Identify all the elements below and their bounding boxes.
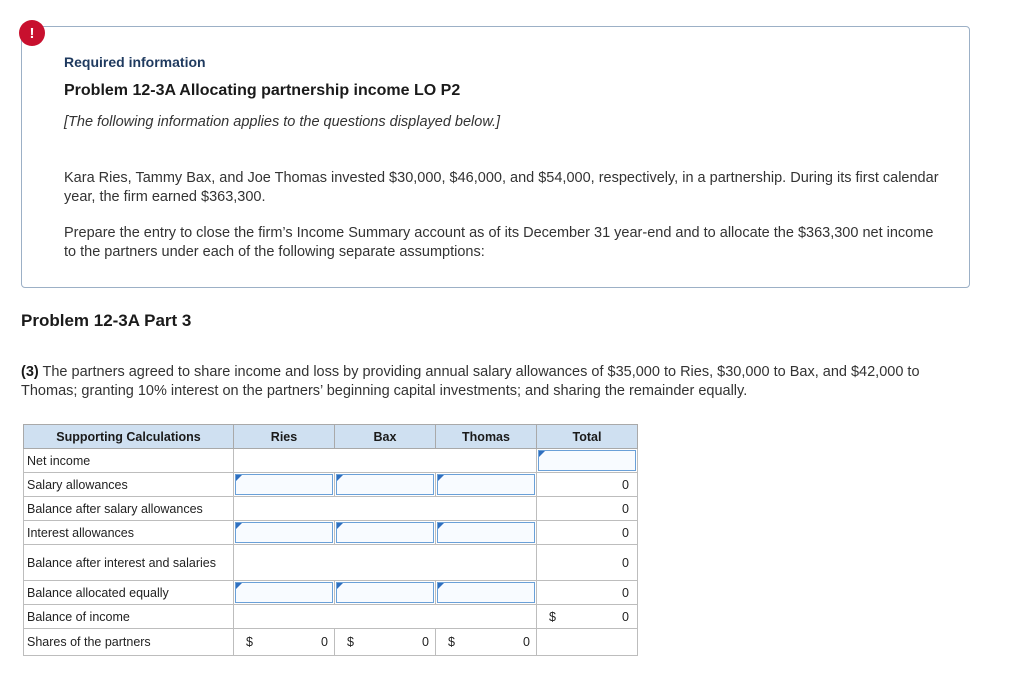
dollar-sign: $ <box>549 609 556 624</box>
after-interest-total-value: 0 <box>537 545 638 581</box>
salary-thomas-input[interactable] <box>437 474 535 495</box>
part-instruction-text: The partners agreed to share income and loss by providing annual salary allowances of $35,000 to Ries, $30,000 to Bax, and $42,000 to Thomas; granting 10% interest on the partners’ beginning capital investments; and sharing the remainder equally. <box>21 364 920 399</box>
col-header-thomas: Thomas <box>436 425 537 449</box>
shares-thomas-cell <box>436 629 537 656</box>
col-header-supporting: Supporting Calculations <box>24 425 234 449</box>
shares-bax-cell <box>335 629 436 656</box>
row-label: Interest allowances <box>24 521 234 545</box>
required-info-label: Required information <box>64 54 206 70</box>
salary-bax-input[interactable] <box>336 474 434 495</box>
row-label: Net income <box>24 449 234 473</box>
dollar-sign: $ <box>347 635 354 649</box>
empty-cell <box>234 497 537 521</box>
part-instruction <box>21 363 961 401</box>
interest-ries-input[interactable] <box>235 522 333 543</box>
balance-total-cell <box>537 605 638 629</box>
row-balance-after-salary <box>24 497 638 521</box>
equal-bax-cell <box>335 581 436 605</box>
row-balance-after-interest <box>24 545 638 581</box>
info-panel <box>21 26 970 288</box>
row-label: Balance after salary allowances <box>24 497 234 521</box>
equal-total-value: 0 <box>537 581 638 605</box>
net-income-total-cell <box>537 449 638 473</box>
dollar-sign: $ <box>246 635 253 649</box>
alert-icon: ! <box>19 20 45 46</box>
net-income-total-input[interactable] <box>538 450 636 471</box>
task-paragraph: Prepare the entry to close the firm’s Income Summary account as of its December 31 year-end and to allocate the $363,300 net income to the partners under each of the following separate assumptions: <box>64 225 934 260</box>
shares-thomas-value: 0 <box>523 635 530 649</box>
col-header-bax: Bax <box>335 425 436 449</box>
salary-bax-cell <box>335 473 436 497</box>
interest-bax-cell <box>335 521 436 545</box>
after-salary-total-value: 0 <box>537 497 638 521</box>
row-label: Balance after interest and salaries <box>24 545 234 581</box>
dollar-sign: $ <box>448 635 455 649</box>
row-salary-allowances <box>24 473 638 497</box>
problem-title: Problem 12-3A Allocating partnership income LO P2 <box>64 82 461 99</box>
supporting-calculations-table <box>23 424 638 656</box>
salary-total-value: 0 <box>537 473 638 497</box>
interest-total-value: 0 <box>537 521 638 545</box>
info-note: [The following information applies to the questions displayed below.] <box>64 114 501 130</box>
interest-thomas-cell <box>436 521 537 545</box>
empty-cell <box>234 605 537 629</box>
row-interest-allowances <box>24 521 638 545</box>
interest-thomas-input[interactable] <box>437 522 535 543</box>
shares-ries-cell <box>234 629 335 656</box>
row-label: Shares of the partners <box>24 629 234 656</box>
equal-ries-cell <box>234 581 335 605</box>
col-header-total: Total <box>537 425 638 449</box>
part-title: Problem 12-3A Part 3 <box>21 311 192 330</box>
row-net-income <box>24 449 638 473</box>
empty-cell <box>234 545 537 581</box>
equal-bax-input[interactable] <box>336 582 434 603</box>
interest-bax-input[interactable] <box>336 522 434 543</box>
empty-cell <box>234 449 537 473</box>
row-label: Balance allocated equally <box>24 581 234 605</box>
row-shares-of-partners <box>24 629 638 656</box>
table-header-row <box>24 425 638 449</box>
balance-total-value: 0 <box>622 609 629 624</box>
row-balance-of-income <box>24 605 638 629</box>
shares-ries-value: 0 <box>321 635 328 649</box>
salary-ries-cell <box>234 473 335 497</box>
equal-thomas-input[interactable] <box>437 582 535 603</box>
scenario-paragraph: Kara Ries, Tammy Bax, and Joe Thomas invested $30,000, $46,000, and $54,000, respectively, in a partnership. During its first calendar year, the firm earned $363,300. <box>64 170 939 205</box>
row-label: Salary allowances <box>24 473 234 497</box>
equal-ries-input[interactable] <box>235 582 333 603</box>
row-balance-allocated-equally <box>24 581 638 605</box>
row-label: Balance of income <box>24 605 234 629</box>
part-number: (3) <box>21 364 39 380</box>
empty-cell <box>537 629 638 656</box>
salary-ries-input[interactable] <box>235 474 333 495</box>
interest-ries-cell <box>234 521 335 545</box>
col-header-ries: Ries <box>234 425 335 449</box>
salary-thomas-cell <box>436 473 537 497</box>
equal-thomas-cell <box>436 581 537 605</box>
shares-bax-value: 0 <box>422 635 429 649</box>
